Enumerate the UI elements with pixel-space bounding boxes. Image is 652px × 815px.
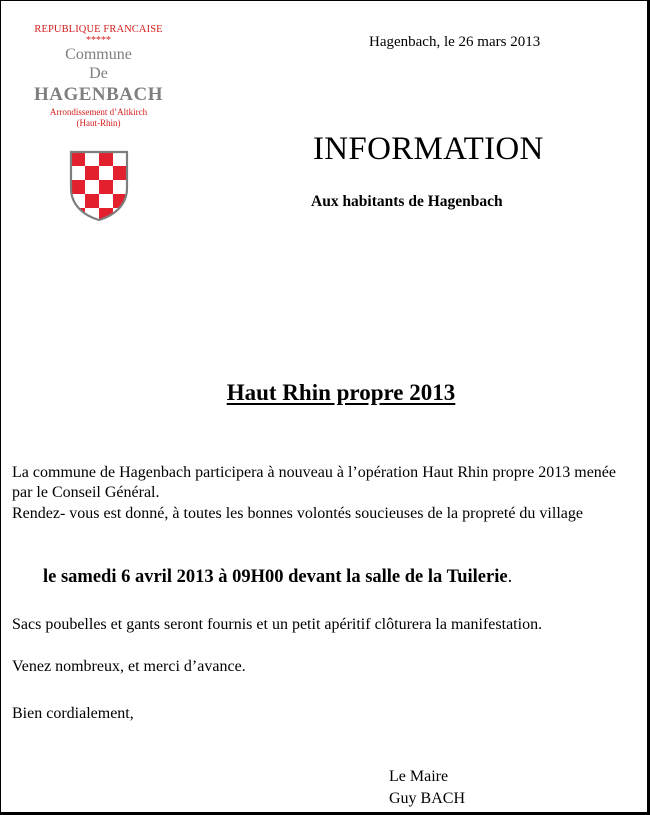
- commune-label: Commune: [65, 46, 132, 63]
- date-line: Hagenbach, le 26 mars 2013: [369, 34, 541, 50]
- event-date-highlight: [43, 567, 512, 588]
- event-date-period: .: [507, 567, 513, 587]
- signature-name: Guy BACH: [389, 790, 466, 807]
- event-title: [1, 380, 647, 406]
- paragraph-rendezvous: Rendez- vous est donné, à toutes les bonnes volontés soucieuses de la propreté du village: [12, 505, 583, 522]
- de-label: De: [89, 65, 108, 82]
- event-date-text: le samedi 6 avril 2013 à 09H00 devant la salle de la Tuilerie: [43, 567, 508, 587]
- paragraph-supplies: Sacs poubelles et gants seront fournis et un petit apéritif clôturera la manifestation.: [12, 616, 543, 633]
- signature-block: [389, 766, 465, 810]
- paragraph-thanks: Venez nombreux, et merci d’avance.: [12, 658, 246, 675]
- town-name: HAGENBACH: [33, 84, 164, 105]
- republic-stars: *****: [86, 35, 111, 46]
- closing-line: Bien cordialement,: [12, 705, 134, 722]
- region-label: (Haut-Rhin): [76, 118, 121, 128]
- signature-role: Le Maire: [389, 768, 449, 785]
- letterhead: [21, 23, 176, 222]
- event-title-text: Haut Rhin propre 2013: [226, 380, 456, 405]
- paragraph-participation: La commune de Hagenbach participera à nouveau à l’opération Haut Rhin propre 2013 menée par le Conseil Général.: [12, 464, 616, 501]
- arrondissement-label: Arrondissement d’Altkirch: [49, 107, 148, 117]
- coat-of-arms-icon: [68, 150, 130, 222]
- republic-label: REPUBLIQUE FRANCAISE: [34, 24, 163, 35]
- page-title: INFORMATION: [313, 131, 544, 167]
- page-subtitle: Aux habitants de Hagenbach: [311, 193, 503, 210]
